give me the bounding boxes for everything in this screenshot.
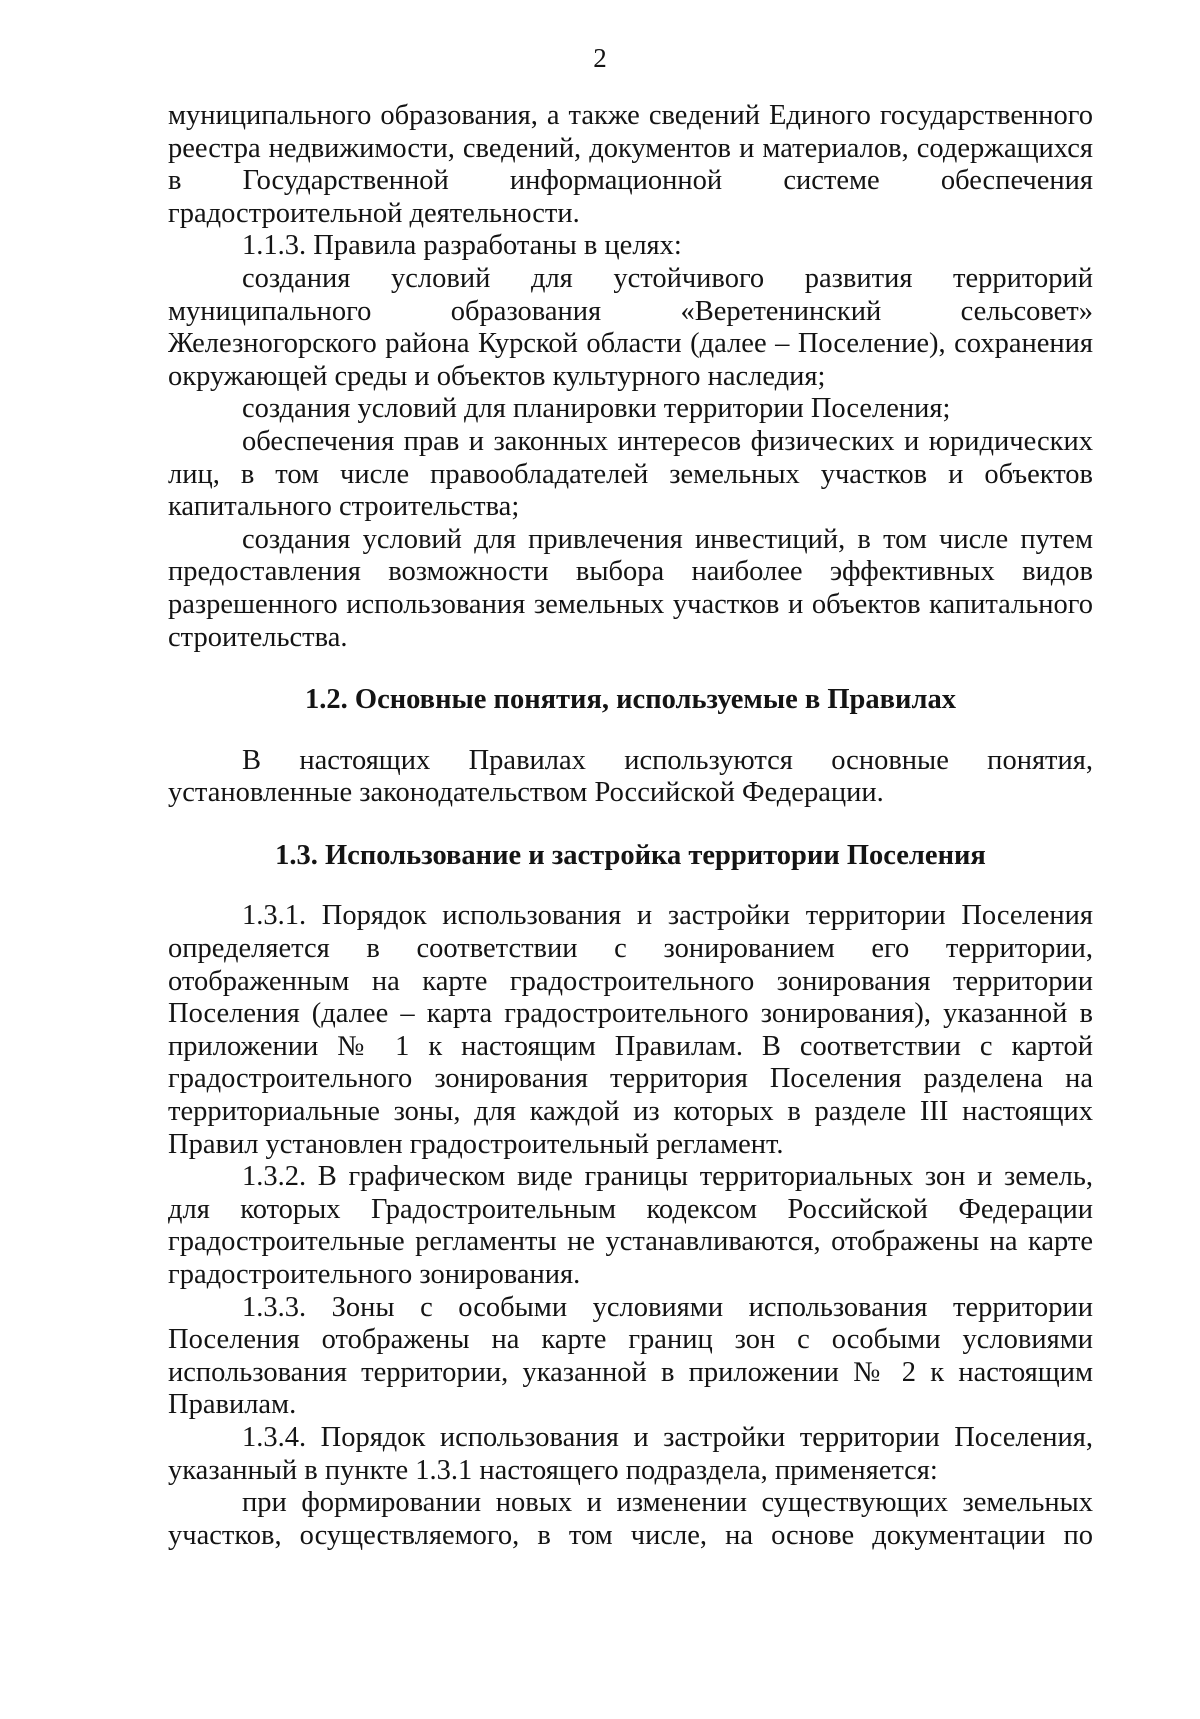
text-line: муниципального образования, а также сведений Единого государственного xyxy=(168,100,1093,131)
text-line: 1.3.1. Порядок использования и застройки территории Поселения xyxy=(242,900,1093,932)
text-line: разрешенного использования земельных участков и объектов капитального xyxy=(168,588,1093,620)
text-line: 1.3.3. Зоны с особыми условиями использования территории xyxy=(242,1291,1093,1323)
text-line: определяется в соответствии с зонированием его территории, xyxy=(168,933,1093,965)
text-line: муниципального образования «Веретенинский сельсовет» xyxy=(168,295,1093,327)
text-line: капитального строительства; xyxy=(168,491,520,523)
text-line: окружающей среды и объектов культурного наследия; xyxy=(168,360,826,392)
page-number: 2 xyxy=(593,43,607,73)
text-line: В настоящих Правилах используются основные понятия, xyxy=(242,744,1093,776)
text-line: Поселения (далее – карта градостроительного зонирования), указанной в xyxy=(168,998,1093,1030)
text-line: Железногорского района Курской области (далее – Поселение), сохранения xyxy=(168,328,1093,360)
section-heading-1-3: 1.3. Использование и застройка территории Поселения xyxy=(275,839,986,871)
text-line: установленные законодательством Российской Федерации. xyxy=(168,777,884,809)
text-line: в Государственной информационной системе обеспечения xyxy=(168,165,1093,197)
text-line: реестра недвижимости, сведений, документов и материалов, содержащихся xyxy=(168,132,1093,164)
text-line: Поселения отображены на карте границ зон с особыми условиями xyxy=(168,1324,1093,1356)
text-line: обеспечения прав и законных интересов физических и юридических xyxy=(242,425,1093,457)
text-line: строительства. xyxy=(168,621,348,653)
text-line: создания условий для привлечения инвестиций, в том числе путем xyxy=(242,523,1093,555)
text-line: создания условий для планировки территории Поселения; xyxy=(242,393,951,425)
text-line: градостроительной деятельности. xyxy=(168,197,580,229)
text-line: градостроительного зонирования. xyxy=(168,1259,581,1290)
text-line: градостроительного зонирования территория Поселения разделена на xyxy=(168,1063,1093,1095)
text-line: Правил установлен градостроительный регламент. xyxy=(168,1128,784,1160)
text-line: Правилам. xyxy=(168,1389,297,1421)
text-line: предоставления возможности выбора наиболее эффективных видов xyxy=(168,556,1093,588)
text-line: создания условий для устойчивого развития территорий xyxy=(242,262,1093,294)
text-line: при формировании новых и изменении существующих земельных xyxy=(242,1487,1093,1519)
text-line: для которых Градостроительным кодексом Российской Федерации xyxy=(168,1193,1093,1225)
text-line: указанный в пункте 1.3.1 настоящего подраздела, применяется: xyxy=(168,1454,938,1486)
text-line: 1.1.3. Правила разработаны в целях: xyxy=(242,230,682,262)
text-line: использования территории, указанной в приложении № 2 к настоящим xyxy=(168,1356,1093,1388)
text-line: градостроительные регламенты не устанавливаются, отображены на карте xyxy=(168,1226,1093,1258)
text-line: 1.3.4. Порядок использования и застройки территории Поселения, xyxy=(242,1421,1093,1453)
text-line: участков, осуществляемого, в том числе, на основе документации по xyxy=(168,1519,1093,1551)
text-line: приложении № 1 к настоящим Правилам. В соответствии с картой xyxy=(168,1030,1093,1062)
section-heading-1-2: 1.2. Основные понятия, используемые в Правилах xyxy=(305,684,956,716)
text-line: 1.3.2. В графическом виде границы территориальных зон и земель, xyxy=(242,1161,1093,1193)
text-line: лиц, в том числе правообладателей земельных участков и объектов xyxy=(168,458,1093,490)
text-line: отображенным на карте градостроительного зонирования территории xyxy=(168,965,1093,997)
text-line: территориальные зоны, для каждой из которых в разделе III настоящих xyxy=(168,1096,1093,1128)
document-body xyxy=(168,100,1093,1552)
